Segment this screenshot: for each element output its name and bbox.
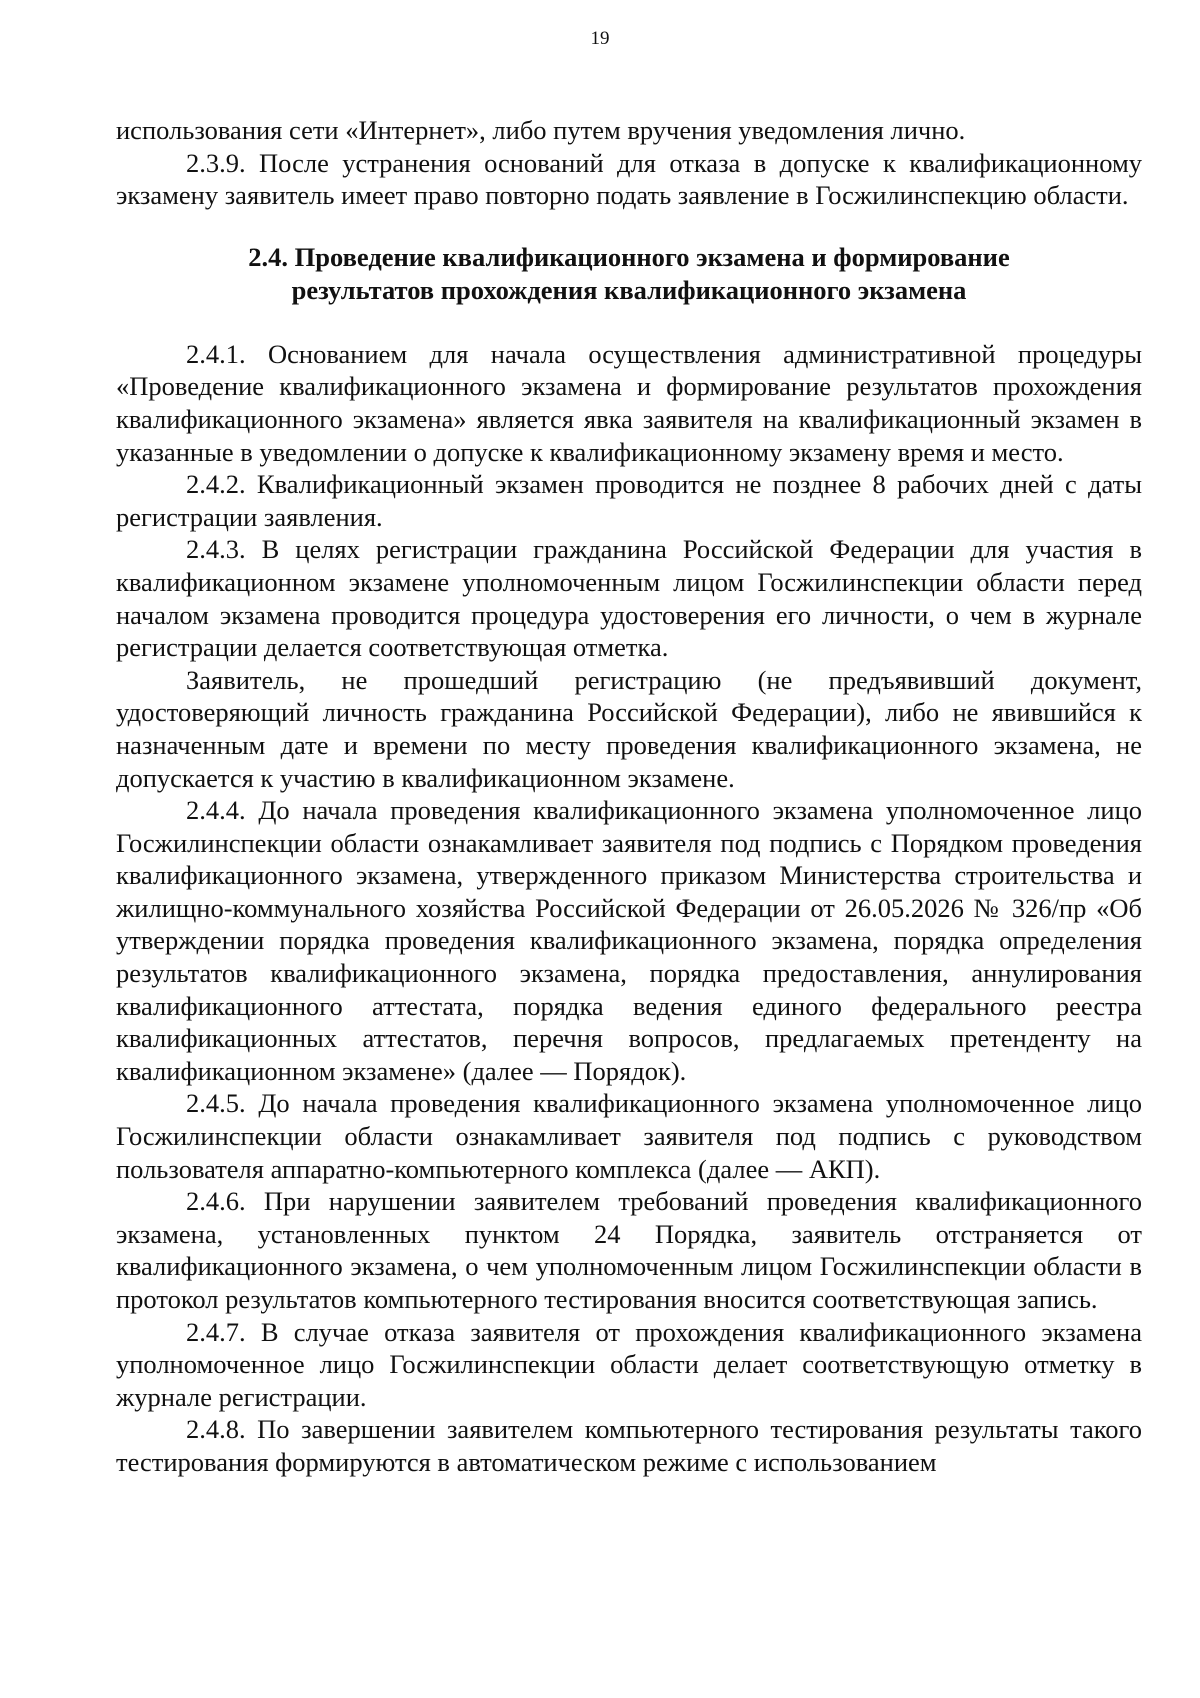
document-body xyxy=(116,114,1142,1479)
paragraph-2-4-4: 2.4.4. До начала проведения квалификационного экзамена уполномоченное лицо Госжилинспекции области ознакамливает заявителя под подпись с Порядком проведения квалификационного экзамена, утвержденного приказом Министерства строительства и жилищно-коммунального хозяйства Российской Федерации от 26.05.2026 № 326/пр «Об утверждении порядка проведения квалификационного экзамена, порядка определения результатов квалификационного экзамена, порядка предоставления, аннулирования квалификационного аттестата, порядка ведения единого федерального реестра квалификационных аттестатов, перечня вопросов, предлагаемых претенденту на квалификационном экзамене» (далее — Порядок). xyxy=(116,795,1142,1086)
paragraph-2-4-2: 2.4.2. Квалификационный экзамен проводится не позднее 8 рабочих дней с даты регистрации заявления. xyxy=(116,469,1142,532)
paragraph-2-4-6: 2.4.6. При нарушении заявителем требований проведения квалификационного экзамена, установленных пунктом 24 Порядка, заявитель отстраняется от квалификационного экзамена, о чем уполномоченным лицом Госжилинспекции области в протокол результатов компьютерного тестирования вносится соответствующая запись. xyxy=(116,1186,1142,1314)
paragraph-2-4-7: 2.4.7. В случае отказа заявителя от прохождения квалификационного экзамена уполномоченное лицо Госжилинспекции области делает соответствующую отметку в журнале регистрации. xyxy=(116,1316,1142,1412)
paragraph-2-3-9: 2.3.9. После устранения оснований для отказа в допуске к квалификационному экзамену заявитель имеет право повторно подать заявление в Госжилинспекцию области. xyxy=(116,147,1142,211)
paragraph-2-4-1: 2.4.1. Основанием для начала осуществления административной процедуры «Проведение квалификационного экзамена и формирование результатов прохождения квалификационного экзамена» является явка заявителя на квалификационный экзамен в указанные в уведомлении о допуске к квалификационному экзамену время и место. xyxy=(116,338,1142,467)
section-heading-line-1: 2.4. Проведение квалификационного экзамена и формирование xyxy=(248,241,1010,272)
section-heading-line-2: результатов прохождения квалификационного экзамена xyxy=(291,274,967,305)
paragraph-2-4-8: 2.4.8. По завершении заявителем компьютерного тестирования результаты такого тестирования формируются в автоматическом режиме с использованием xyxy=(116,1414,1142,1477)
paragraph-continuation: использования сети «Интернет», либо путем вручения уведомления лично. xyxy=(116,115,966,145)
paragraph-2-4-5: 2.4.5. До начала проведения квалификационного экзамена уполномоченное лицо Госжилинспекции области ознакамливает заявителя под подпись с руководством пользователя аппаратно-компьютерного комплекса (далее — АКП). xyxy=(116,1088,1142,1184)
paragraph-2-4-3: 2.4.3. В целях регистрации гражданина Российской Федерации для участия в квалификационном экзамене уполномоченным лицом Госжилинспекции области перед началом экзамена проводится процедура удостоверения его личности, о чем в журнале регистрации делается соответствующая отметка. xyxy=(116,534,1142,663)
paragraph-2-4-3-applicant: Заявитель, не прошедший регистрацию (не предъявивший документ, удостоверяющий личность гражданина Российской Федерации), либо не явившийся к назначенным дате и времени по месту проведения квалификационного экзамена, не допускается к участию в квалификационном экзамене. xyxy=(116,664,1142,793)
section-heading-2-4 xyxy=(116,241,1142,307)
page-number: 19 xyxy=(590,28,610,49)
